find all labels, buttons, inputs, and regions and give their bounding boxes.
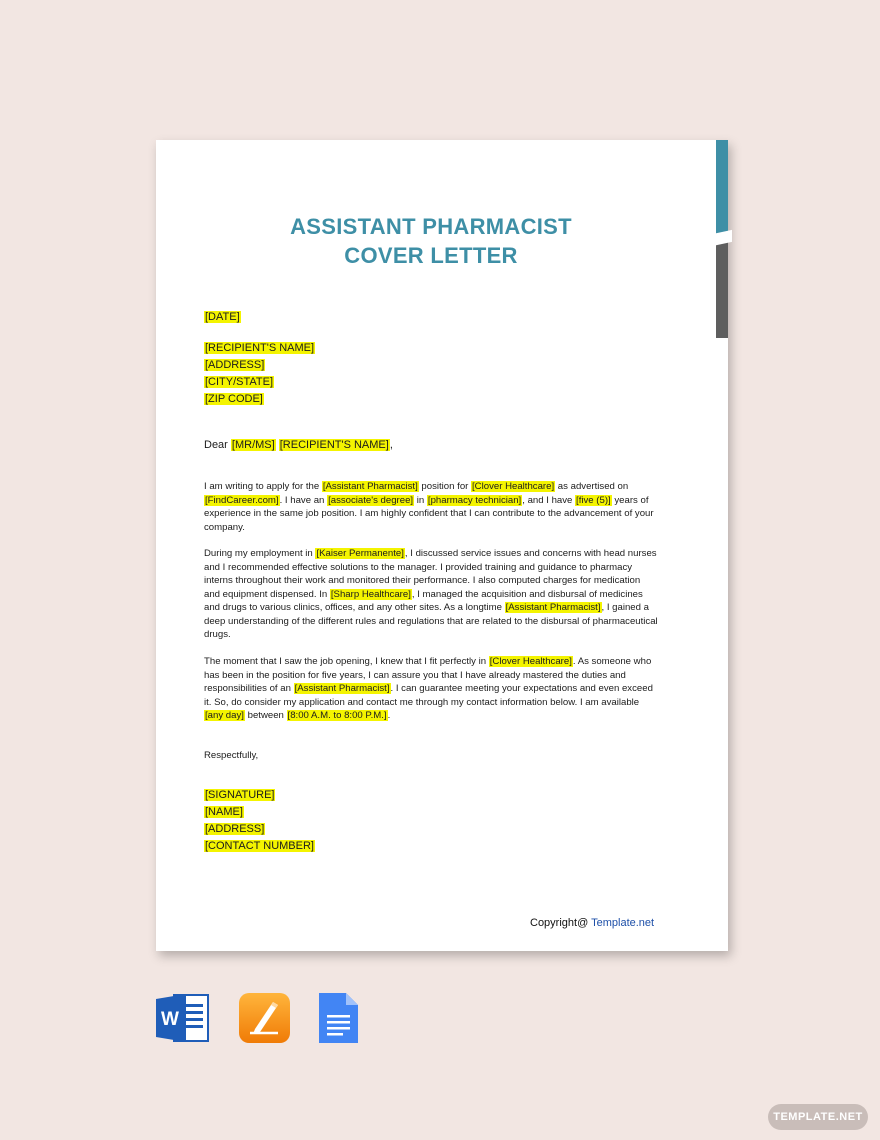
p1-text: . I have an bbox=[279, 494, 328, 506]
copyright-link[interactable]: Template.net bbox=[591, 917, 655, 929]
p1-text: as advertised on bbox=[555, 481, 629, 492]
copyright-prefix: Copyright@ bbox=[530, 917, 592, 929]
p3-highlight: [8:00 A.M. to 8:00 P.M.] bbox=[287, 710, 387, 721]
template-net-watermark: TEMPLATE.NET bbox=[768, 1104, 868, 1130]
p1-text: years of experience in the same job position. I am highly confident that I can contribute to the advancement of your company. bbox=[204, 494, 654, 533]
title-line-2: COVER LETTER bbox=[344, 243, 518, 268]
p2-highlight: [Assistant Pharmacist] bbox=[505, 602, 601, 613]
svg-text:W: W bbox=[161, 1009, 179, 1030]
closing bbox=[204, 749, 658, 763]
title-line-1: ASSISTANT PHARMACIST bbox=[290, 214, 572, 239]
google-docs-icon[interactable] bbox=[316, 992, 370, 1044]
p1-highlight: [pharmacy technician] bbox=[427, 494, 522, 506]
p1-text: position for bbox=[418, 481, 472, 492]
p2-text: During my employment in bbox=[204, 548, 316, 559]
salutation-suffix: , bbox=[389, 439, 393, 451]
p1-text: in bbox=[414, 494, 427, 506]
salutation bbox=[204, 437, 393, 454]
p3-text: . As someone who has been in the position for five years, I can assure you that I have already mastered the duties and responsibilities of an bbox=[204, 656, 652, 694]
p3-text: . I can guarantee meeting your expectations and even exceed it. So, do consider my application and contact me through my contact information below. I am available bbox=[204, 683, 653, 708]
signature-block bbox=[204, 787, 315, 855]
p3-highlight: [any day] bbox=[205, 710, 244, 721]
paragraph-1 bbox=[204, 480, 658, 534]
recipient-city-state: [CITY/STATE] bbox=[205, 376, 274, 388]
p1-highlight: [Assistant Pharmacist] bbox=[322, 481, 418, 492]
signature-address: [ADDRESS] bbox=[205, 823, 265, 835]
p3-text: between bbox=[244, 710, 287, 721]
pages-icon[interactable] bbox=[238, 992, 292, 1044]
closing-text: Respectfully, bbox=[204, 750, 259, 761]
p1-text: , and I have bbox=[522, 494, 576, 506]
signature-name: [NAME] bbox=[205, 806, 243, 818]
signature-placeholder: [SIGNATURE] bbox=[205, 789, 275, 801]
salutation-name: [RECIPIENT'S NAME] bbox=[279, 439, 389, 451]
p3-text: . bbox=[387, 710, 391, 721]
salutation-title: [MR/MS] bbox=[231, 439, 275, 451]
p2-text: , I gained a deep understanding of the different rules and regulations that are related to the disbursal of pharmaceutical drugs. bbox=[204, 602, 658, 640]
p2-text: , I managed the acquisition and disbursal of medicines and drugs to various clinics, offices, and any other sites. As a longtime bbox=[204, 588, 643, 613]
paragraph-2 bbox=[204, 547, 658, 642]
recipient-block bbox=[204, 340, 315, 408]
salutation-prefix: Dear bbox=[204, 439, 231, 451]
p1-highlight: [FindCareer.com] bbox=[205, 494, 279, 506]
word-icon[interactable] bbox=[156, 992, 210, 1044]
date-block bbox=[204, 309, 241, 326]
p2-text: , I discussed service issues and concerns with head nurses and I recommended effective solutions to the manager. I provided training and guidance to pharmacy interns throughout their work and monitored their performance. I also computed charges for medication and equipment dispensed. In bbox=[204, 548, 657, 600]
signature-contact: [CONTACT NUMBER] bbox=[205, 840, 314, 852]
p3-highlight: [Clover Healthcare] bbox=[489, 656, 572, 667]
recipient-address: [ADDRESS] bbox=[205, 359, 265, 371]
p2-highlight: [Sharp Healthcare] bbox=[330, 588, 411, 600]
letter-title bbox=[0, 212, 862, 270]
p3-text: The moment that I saw the job opening, I knew that I fit perfectly in bbox=[204, 656, 489, 667]
p1-highlight: [five (5)] bbox=[576, 494, 611, 506]
copyright-notice bbox=[530, 917, 654, 929]
paragraph-3 bbox=[204, 655, 658, 723]
p2-highlight: [Kaiser Permanente] bbox=[316, 548, 404, 559]
p1-text: I am writing to apply for the bbox=[204, 481, 322, 492]
p1-highlight: [Clover Healthcare] bbox=[472, 481, 555, 492]
p1-highlight: [associate's degree] bbox=[328, 494, 414, 506]
p3-highlight: [Assistant Pharmacist] bbox=[294, 683, 390, 694]
date-placeholder: [DATE] bbox=[205, 311, 240, 323]
recipient-name: [RECIPIENT'S NAME] bbox=[205, 342, 315, 354]
recipient-zip: [ZIP CODE] bbox=[205, 393, 263, 405]
